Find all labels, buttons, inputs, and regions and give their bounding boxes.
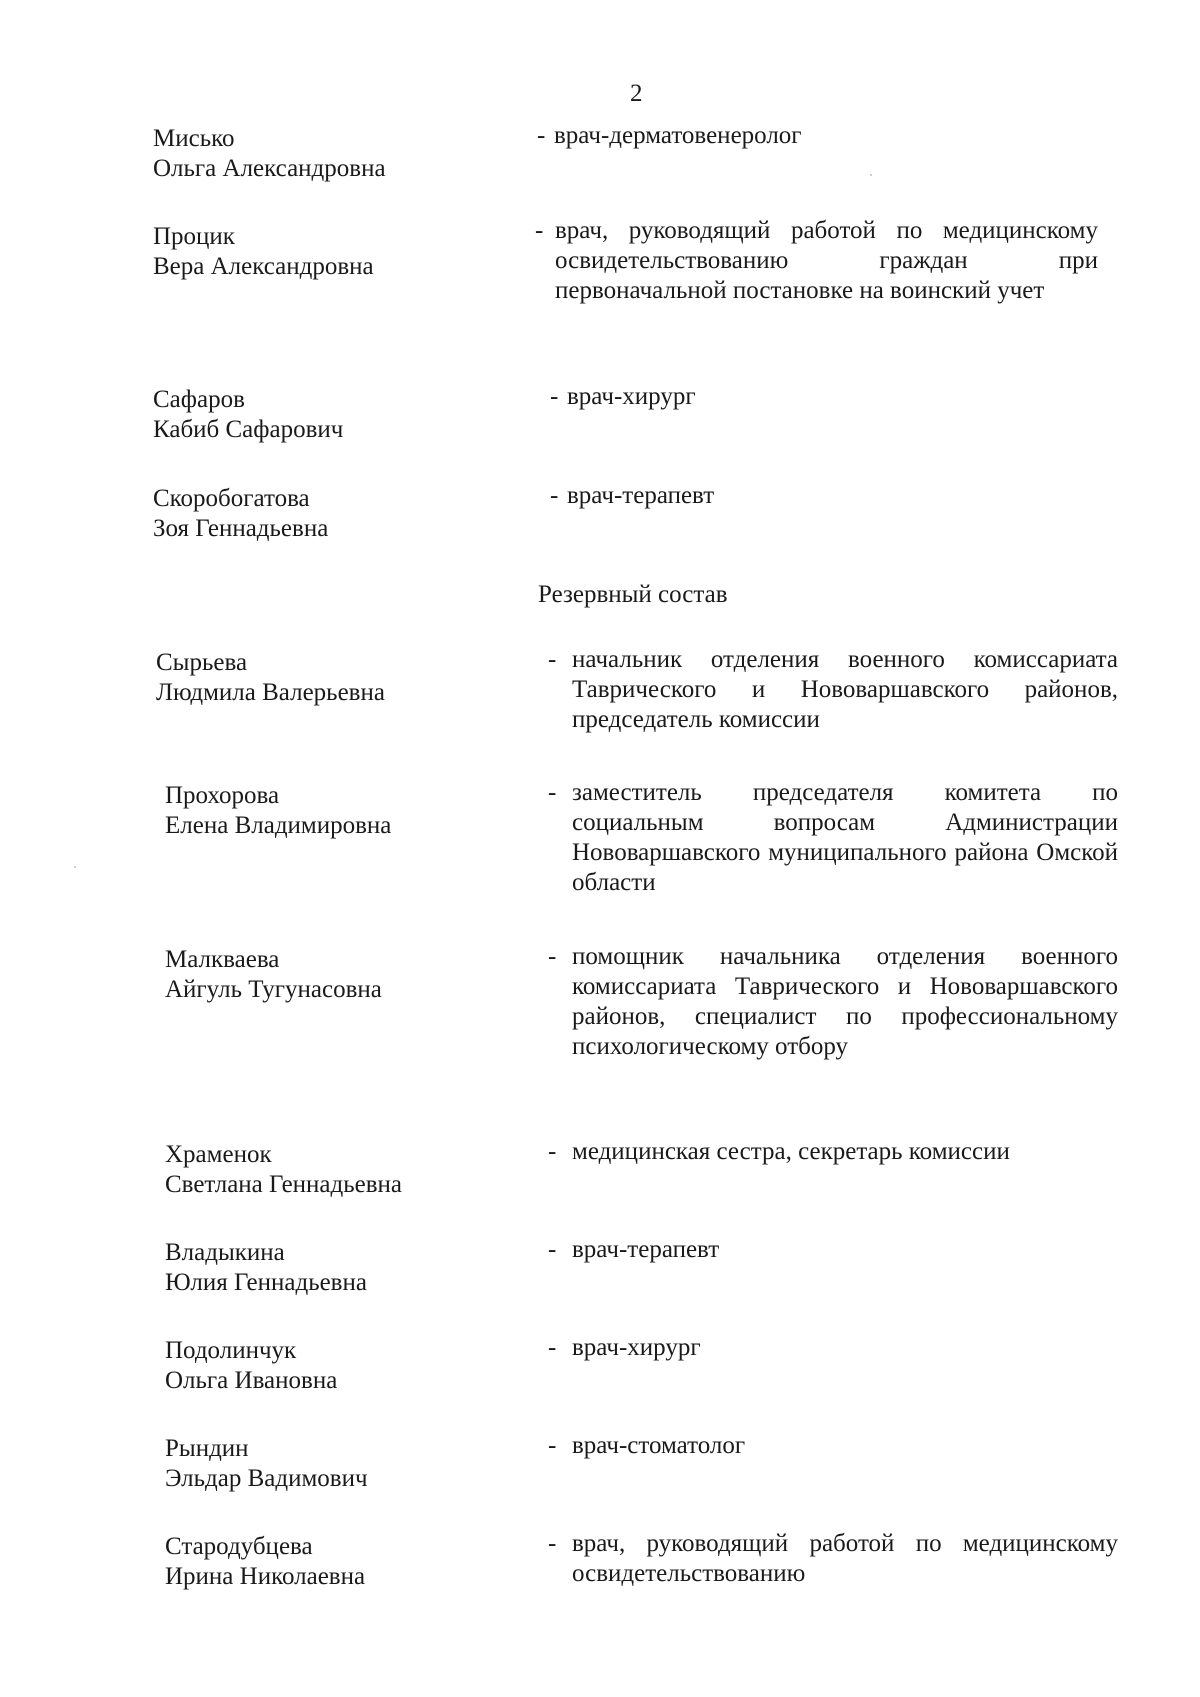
member-name: [165, 781, 525, 841]
page-number: 2: [630, 80, 643, 107]
role-text: врач-стоматолог: [572, 1432, 746, 1459]
member-name: [165, 1532, 525, 1592]
member-given-names: Юлия Геннадьевна: [165, 1269, 367, 1296]
role-dash: -: [548, 1236, 557, 1263]
member-role: [550, 481, 1098, 511]
member-surname: Рындин: [165, 1435, 249, 1462]
member-name: [156, 648, 516, 708]
member-role: [548, 1235, 1118, 1265]
member-name: [153, 385, 513, 445]
member-surname: Храменок: [165, 1141, 272, 1168]
member-surname: Малкваева: [165, 946, 280, 973]
role-text: врач-терапевт: [572, 1236, 720, 1263]
member-role: [548, 1137, 1118, 1167]
role-text: врач-терапевт: [567, 482, 715, 509]
role-dash: -: [548, 1530, 557, 1557]
member-name: [165, 1140, 525, 1200]
member-role: [548, 778, 1118, 898]
role-text: медицинская сестра, секретарь комиссии: [572, 1138, 1010, 1165]
member-surname: Процик: [153, 223, 235, 250]
member-surname: Владыкина: [165, 1239, 285, 1266]
role-text: начальник отделения военного комиссариата Таврического и Нововаршавского районов, председатель комиссии: [572, 646, 1118, 733]
member-role: [548, 645, 1118, 735]
role-text: помощник начальника отделения военного комиссариата Таврического и Нововаршавского районов, специалист по профессиональному психологическому отбору: [572, 943, 1118, 1060]
member-given-names: Эльдар Вадимович: [165, 1465, 368, 1492]
role-dash: -: [550, 383, 559, 410]
member-name: [165, 1434, 525, 1494]
role-dash: -: [548, 1138, 557, 1165]
role-dash: -: [548, 1432, 557, 1459]
role-text: врач, руководящий работой по медицинскому освидетельствованию: [572, 1530, 1118, 1587]
role-dash: -: [548, 646, 557, 673]
role-dash: -: [548, 779, 557, 806]
role-text: врач-дерматовенеролог: [554, 122, 802, 149]
member-surname: Мисько: [153, 125, 235, 152]
member-given-names: Людмила Валерьевна: [156, 679, 385, 706]
member-name: [153, 484, 513, 544]
member-given-names: Айгуль Тугунасовна: [165, 976, 382, 1003]
member-name: [165, 945, 525, 1005]
member-role: [548, 942, 1118, 1062]
member-given-names: Елена Владимировна: [165, 812, 392, 839]
role-dash: -: [537, 122, 546, 149]
role-dash: -: [548, 943, 557, 970]
member-given-names: Зоя Геннадьевна: [153, 515, 329, 542]
reserve-section-heading: Резервный состав: [538, 581, 728, 608]
member-surname: Прохорова: [165, 782, 280, 809]
role-text: заместитель председателя комитета по социальным вопросам Администрации Нововаршавского муниципального района Омской области: [572, 779, 1118, 896]
scan-speck: [870, 174, 872, 176]
member-given-names: Светлана Геннадьевна: [165, 1171, 403, 1198]
member-given-names: Ольга Александровна: [153, 155, 386, 182]
member-surname: Сырьева: [156, 649, 248, 676]
member-name: [165, 1336, 525, 1396]
role-dash: -: [548, 1334, 557, 1361]
role-text: врач-хирург: [572, 1334, 701, 1361]
member-given-names: Вера Александровна: [153, 253, 374, 280]
role-dash: -: [550, 482, 559, 509]
member-role: [535, 216, 1098, 306]
member-role: [550, 382, 1098, 412]
role-text: врач-хирург: [567, 383, 696, 410]
member-name: [165, 1238, 525, 1298]
role-text: врач, руководящий работой по медицинскому освидетельствованию граждан при первоначальной постановке на воинский учет: [555, 217, 1098, 304]
role-dash: -: [535, 217, 544, 244]
member-role: [548, 1529, 1118, 1589]
member-role: [548, 1431, 1118, 1461]
member-given-names: Ирина Николаевна: [165, 1563, 366, 1590]
member-given-names: Ольга Ивановна: [165, 1367, 338, 1394]
member-role: [548, 1333, 1118, 1363]
member-given-names: Кабиб Сафарович: [153, 416, 344, 443]
member-role: [537, 121, 1097, 151]
member-name: [153, 124, 513, 184]
member-surname: Подолинчук: [165, 1337, 297, 1364]
member-surname: Скоробогатова: [153, 485, 310, 512]
member-surname: Сафаров: [153, 386, 245, 413]
member-surname: Стародубцева: [165, 1533, 313, 1560]
scan-speck: [74, 866, 76, 868]
member-name: [153, 222, 513, 282]
